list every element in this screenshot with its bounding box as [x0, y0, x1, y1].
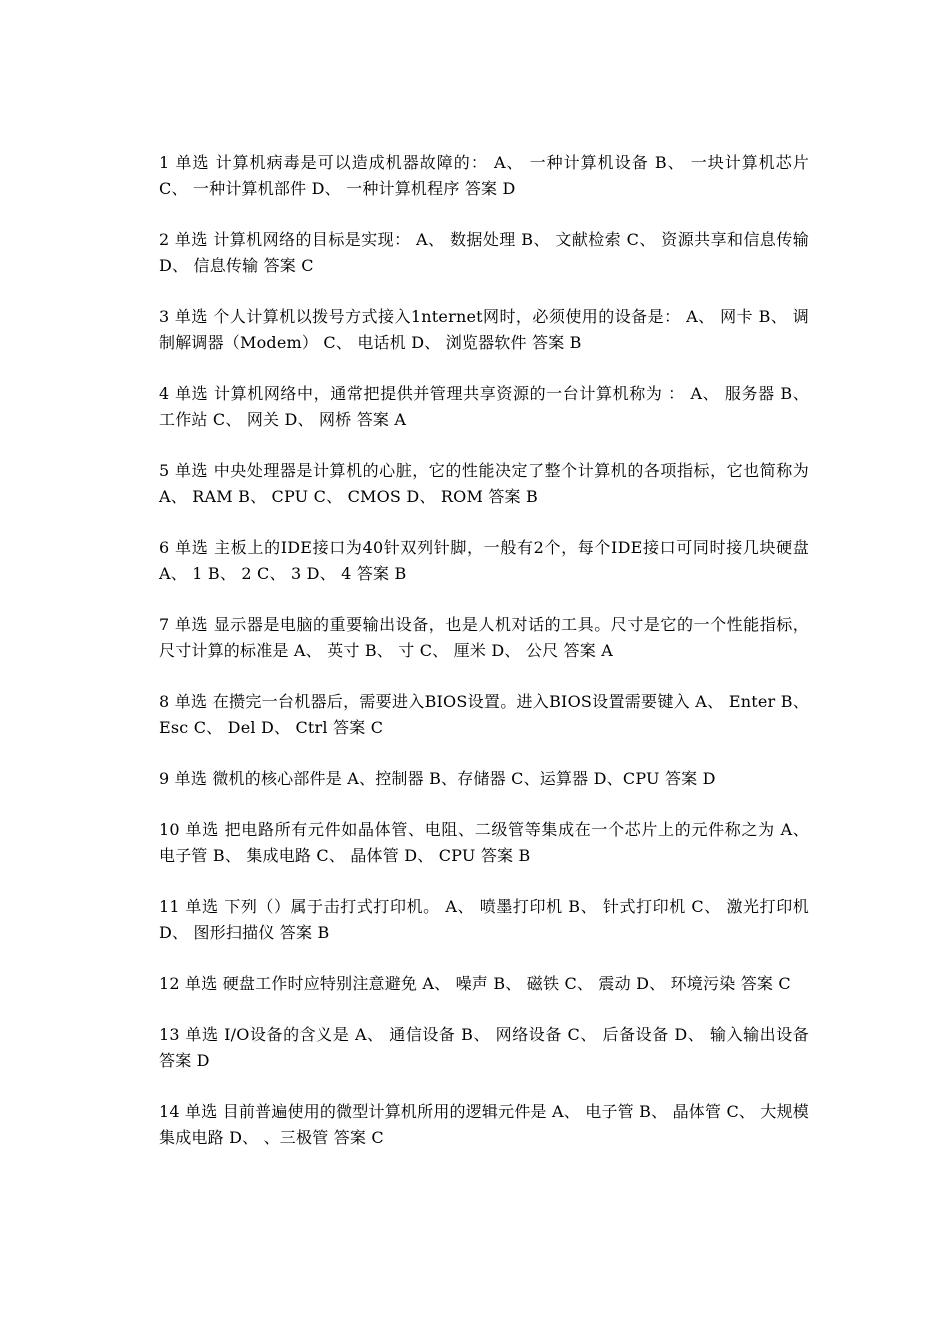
- question-13: 13 单选 I/O设备的含义是 A、 通信设备 B、 网络设备 C、 后备设备 D、 输入输出设备 答案 D: [159, 1025, 809, 1070]
- question-10: 10 单选 把电路所有元件如晶体管、电阻、二级管等集成在一个芯片上的元件称之为 A、 电子管 B、 集成电路 C、 晶体管 D、 CPU 答案 B: [159, 820, 809, 865]
- question-14: 14 单选 目前普遍使用的微型计算机所用的逻辑元件是 A、 电子管 B、 晶体管 C、 大规模集成电路 D、 、三极管 答案 C: [159, 1102, 810, 1147]
- question-8: 8 单选 在攒完一台机器后，需要进入BIOS设置。进入BIOS设置需要键入 A、 Enter B、 Esc C、 Del D、 Ctrl 答案 C: [159, 692, 809, 737]
- question-2: 2 单选 计算机网络的目标是实现： A、 数据处理 B、 文献检索 C、 资源共享和信息传输 D、 信息传输 答案 C: [159, 230, 809, 275]
- question-1: 1 单选 计算机病毒是可以造成机器故障的： A、 一种计算机设备 B、 一块计算机芯片 C、 一种计算机部件 D、 一种计算机程序 答案 D: [159, 153, 809, 198]
- question-12: 12 单选 硬盘工作时应特别注意避免 A、 噪声 B、 磁铁 C、 震动 D、 环境污染 答案 C: [159, 974, 791, 993]
- document-page: [159, 150, 809, 1176]
- question-11: 11 单选 下列（）属于击打式打印机。 A、 喷墨打印机 B、 针式打印机 C、 激光打印机 D、 图形扫描仪 答案 B: [159, 897, 809, 942]
- question-4: 4 单选 计算机网络中，通常把提供并管理共享资源的一台计算机称为 ： A、 服务器 B、 工作站 C、 网关 D、 网桥 答案 A: [159, 384, 809, 429]
- question-3: 3 单选 个人计算机以拨号方式接入1nternet网时，必须使用的设备是： A、 网卡 B、 调制解调器（Modem） C、 电话机 D、 浏览器软件 答案 B: [159, 307, 809, 352]
- question-6: 6 单选 主板上的IDE接口为40针双列针脚，一般有2个，每个IDE接口可同时接几块硬盘 A、 1 B、 2 C、 3 D、 4 答案 B: [159, 538, 809, 583]
- question-7: 7 单选 显示器是电脑的重要输出设备，也是人机对话的工具。尺寸是它的一个性能指标，尺寸计算的标准是 A、 英寸 B、 寸 C、 厘米 D、 公尺 答案 A: [159, 615, 809, 660]
- question-9: 9 单选 微机的核心部件是 A、控制器 B、存储器 C、运算器 D、CPU 答案 D: [159, 769, 716, 788]
- question-5: 5 单选 中央处理器是计算机的心脏，它的性能决定了整个计算机的各项指标，它也简称为 A、 RAM B、 CPU C、 CMOS D、 ROM 答案 B: [159, 461, 809, 506]
